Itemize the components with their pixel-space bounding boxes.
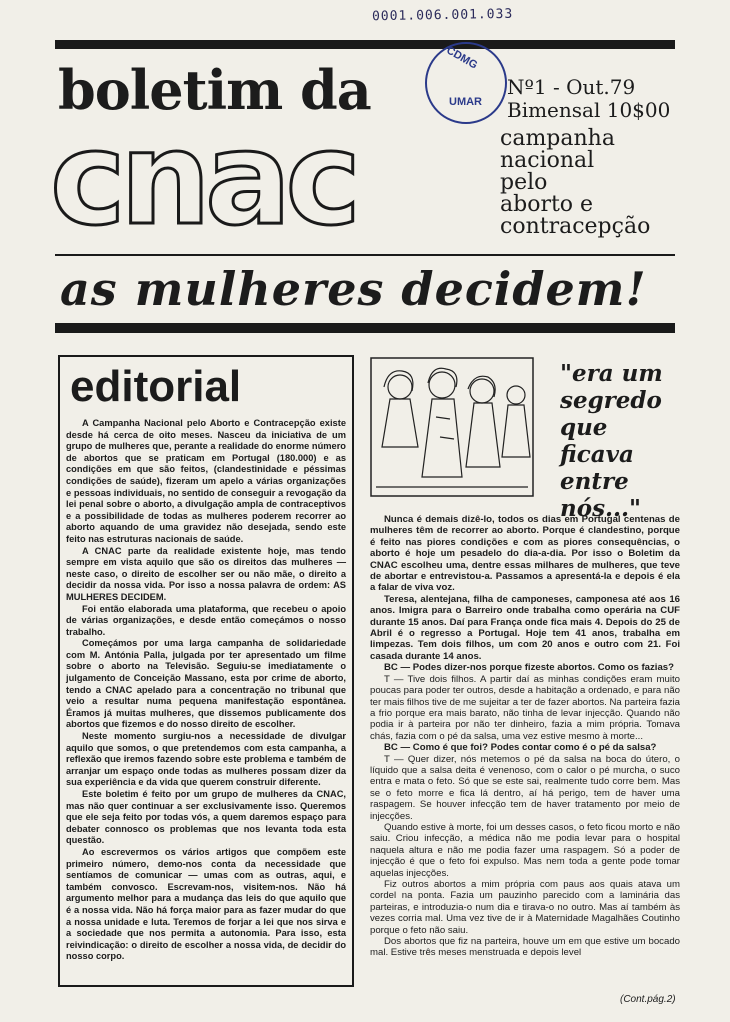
slogan-bottom-rule	[55, 323, 675, 333]
editorial-paragraph: Este boletim é feito por um grupo de mulheres da CNAC, mas não quer continuar a ser exclusivamente isso. Queremos que ele seja feito por todas vós, a quem daremos espaço para debater connosco os problemas que nos levanta toda esta questão.	[66, 789, 346, 846]
archive-stamp	[425, 42, 507, 124]
continued-note: (Cont.pág.2)	[620, 994, 676, 1005]
slogan-top-rule	[55, 254, 675, 256]
campaign-line: aborto e	[500, 192, 594, 217]
archive-code: 0001.006.001.033	[371, 6, 514, 25]
slogan: as mulheres decidem!	[60, 262, 647, 316]
interview-answer: Quando estive à morte, foi um desses casos, o feto ficou morto e não saiu. Criou infecção, a médica não me podia levar para o hospital naquela altura e não me podia fazer uma raspagem. Só a poder de injecção é que o feto foi expulso. Mas nem toda a gente pode tomar aquelas injecções.	[370, 821, 680, 879]
interview-text	[370, 514, 680, 959]
campaign-line: contracepção	[500, 214, 651, 239]
pull-quote: "era um segredo que ficava entre nós..."	[560, 360, 663, 522]
editorial-paragraph: Neste momento surgiu-nos a necessidade de divulgar aquilo que somos, o que pretendemos com esta campanha, a reflexão que iremos fazendo sobre este problema e também de arranjar um espaço onde todas as mulheres possam dizer da sua experiência e da vida que querem construir diferente.	[66, 731, 346, 788]
top-rule	[55, 40, 675, 49]
editorial-paragraph: Começámos por uma larga campanha de solidariedade com M. Antónia Palla, julgada por ter apresentado um filme sobre o aborto na Televisão. Seguiu-se imediatamente o julgamento de Conceição Massano, esta por crime de aborto, tendo a CNAC apelado para a concentração no tribunal que veio a resultar numa pequena manifestação espontânea. Éramos já muitas mulheres, que dissemos publicamente dos abortos que fizemos e do nosso direito de escolher.	[66, 638, 346, 730]
women-illustration	[370, 357, 534, 497]
editorial-title: editorial	[70, 362, 242, 411]
interview-answer: T — Tive dois filhos. A partir daí as minhas condições eram muito poucas para poder ter outros, desde a habitação a ordenado, e para não ter mais filhos tive de me sujeitar a ter de fazer abortos. Na parteira fazia a frio porque era mais barato, não tinha de levar injecção. Quando não podia ir à parteira por não ter dinheiro, fazia a mim própria. Tomava chás, fazia com o pé da salsa, uma vez estive mesmo à morte...	[370, 673, 680, 742]
editorial-paragraph: A CNAC parte da realidade existente hoje, mas tendo sempre em vista aquilo que são os direitos das mulheres — neste caso, o direito de escolher ser ou não mãe, o direito a decidir da nossa vida. Por isso a nossa palavra de ordem: AS MULHERES DECIDEM.	[66, 545, 346, 602]
issue-info	[507, 76, 670, 122]
campaign-line: pelo	[500, 170, 548, 195]
stamp-top-text: CDMG	[444, 44, 480, 72]
interview-question: BC — Como é que foi? Podes contar como é o pé da salsa?	[384, 742, 657, 754]
editorial-paragraph: A Campanha Nacional pelo Aborto e Contracepção existe desde há cerca de oito meses. Nasceu da iniciativa de um grupo de mulheres que, perante a realidade do enorme número de abortos que se praticam em Portugal (180.000) e as condições em que são feitos, (clandestinidade e péssimas condições de saúde), fizeram um apelo a várias organizações e pessoas individuais, no sentido de conseguir a revogação da lei penal sobre o aborto, a divulgação ampla de contraceptivos e a possibilidade de todas as mulheres poderem recorrer ao aborto aquando de uma gravidez não desejada, sendo este feito nas estruturas nacionais de saúde.	[66, 418, 346, 544]
issue-price: Bimensal 10$00	[507, 98, 671, 122]
interview-question: BC — Podes dizer-nos porque fizeste abortos. Como os fazias?	[384, 662, 674, 674]
interview-answer: Dos abortos que fiz na parteira, houve um em que estive um bocado mal. Estive três meses menstruada e depois level	[370, 936, 680, 959]
campaign-line: nacional	[500, 148, 595, 173]
campaign-line: campanha	[500, 126, 615, 151]
stamp-bottom-text: UMAR	[449, 96, 482, 108]
interview-paragraph: Teresa, alentejana, filha de camponeses, camponesa até aos 16 anos. Imigra para o Barreiro onde trabalha como operária na CUF durante 15 anos. Daí para França onde fica mais 4. Depois do 25 de Abril é o regresso a Portugal. Hoje tem 41 anos, trabalha em limpezas. Tem dois filhos, um com 20 anos e outro com 21. Foi casada durante 14 anos.	[370, 593, 680, 662]
interview-paragraph: Nunca é demais dizê-lo, todos os dias em Portugal centenas de mulheres têm de recorrer ao aborto. Porque é clandestino, porque é feito nas piores condições e com as piores consequências, o aborto é hoje um pesadelo do dia-a-dia. Por isso o Boletim da CNAC escolheu uma, dentre essas milhares de mulheres, que teve de abortar e entrevistou-a. Passamos a apresentá-la e depois é ela a falar de viva voz.	[370, 514, 680, 594]
campaign-name	[500, 128, 650, 238]
editorial-text	[66, 418, 346, 963]
interview-answer: T — Quer dizer, nós metemos o pé da salsa na boca do útero, o líquido que a salsa deita é venenoso, com o calor o pé murcha, o suco entra e mata o feto. Só que se este sai, realmente tudo corre bem. Mas se o feto morre e fica lá dentro, aí há perigo, tem de haver uma raspagem. Se houver infecção tem de haver tratamento por meio de injecções.	[370, 753, 680, 822]
interview-answer: Fiz outros abortos a mim própria com paus aos quais atava um cordel na ponta. Fazia um pauzinho parecido com a laminária das parteiras, e introduzia-o num dia e tirava-o no outro. Mas aí também às vezes corria mal. Uma vez tive de ir à Maternidade Magalhães Coutinho porque o feto não saiu.	[370, 879, 680, 936]
masthead-logo: cnac	[50, 105, 356, 254]
masthead-title: boletim da	[58, 58, 371, 122]
issue-number: Nº1 - Out.79	[507, 75, 636, 99]
editorial-paragraph: Ao escrevermos os vários artigos que compõem este primeiro número, demo-nos conta da necessidade que sentíamos de comunicar — umas com as outras, aqui, e também convosco. Escrevam-nos, visitem-nos. Não há argumento melhor para a mudança das leis do que aquilo que é a nossa vida. Não há força maior para as fazer mudar do que a nossa unidade e luta. Teremos de forjar a lei que nos sirva e a sociedade que nos permita a autonomia. Para isso, esta reivindicação: o direito de escolher a nossa vida, de decidir do nosso corpo.	[66, 846, 346, 962]
editorial-paragraph: Foi então elaborada uma plataforma, que recebeu o apoio de várias organizações, e desde então começámos o nosso trabalho.	[66, 603, 346, 637]
